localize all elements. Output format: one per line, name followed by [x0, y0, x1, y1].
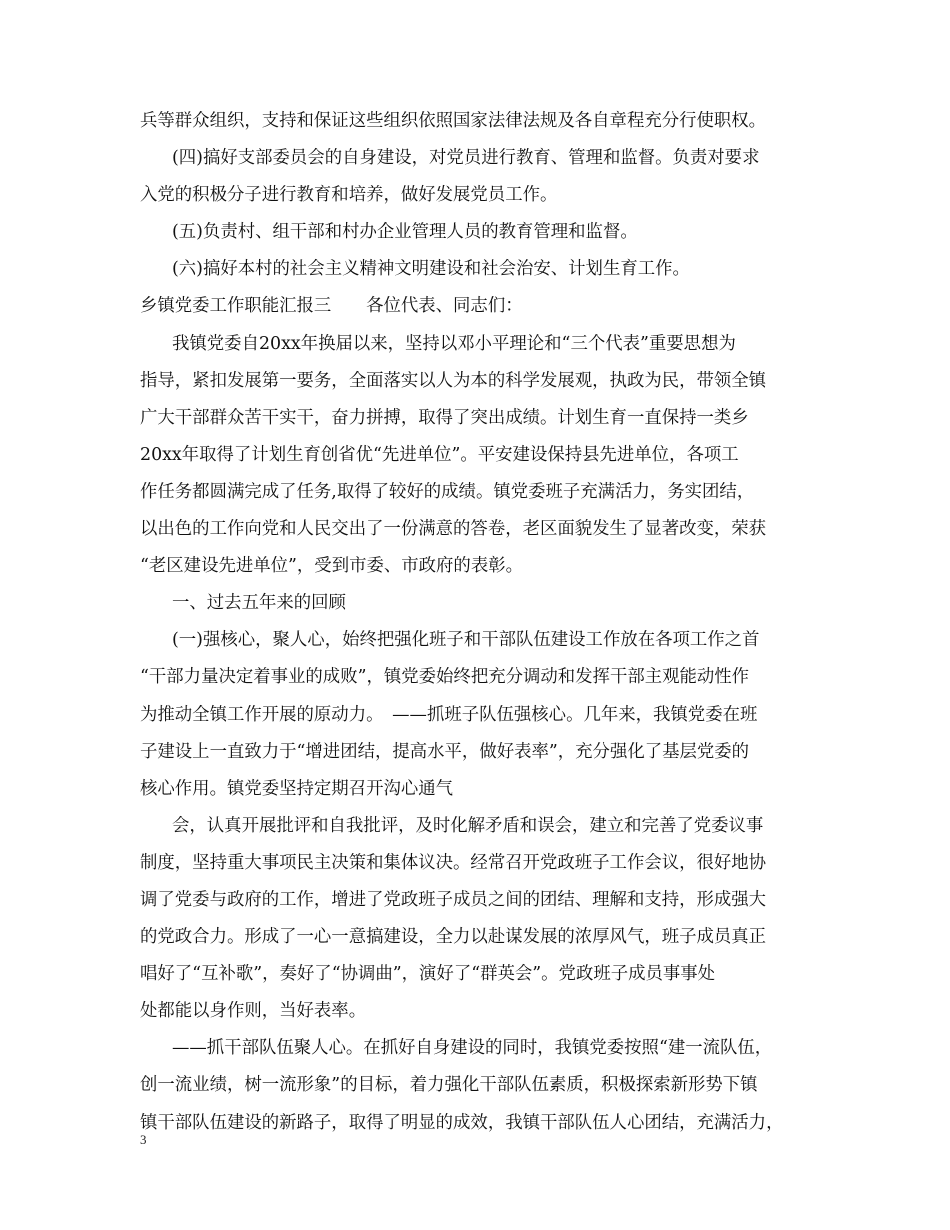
text-line: 以出色的工作向党和人民交出了一份满意的答卷，老区面貌发生了显著改变，荣获: [140, 519, 767, 540]
text-line: 的党政合力。形成了一心一意搞建设，全力以赴谋发展的浓厚风气，班子成员真正: [140, 927, 767, 948]
text-line: “干部力量决定着事业的成败”，镇党委始终把充分调动和发挥干部主观能动性作: [140, 667, 750, 688]
text-line: 兵等群众组织，支持和保证这些组织依照国家法律法规及各自章程充分行使职权。: [140, 111, 767, 131]
text-line: 乡镇党委工作职能汇报三 各位代表、同志们：: [140, 296, 523, 317]
text-line: 子建设上一直致力于“增进团结，提高水平，做好表率”，充分强化了基层党委的: [140, 741, 750, 762]
text-line: (六)搞好本村的社会主义精神文明建设和社会治安、计划生育工作。: [172, 259, 690, 280]
page-number: 3: [140, 1132, 147, 1147]
text-line: (五)负责村、组干部和村办企业管理人员的教育管理和监督。: [172, 222, 638, 243]
text-line: (四)搞好支部委员会的自身建设，对党员进行教育、管理和监督。负责对要求: [172, 148, 760, 169]
text-line: 调了党委与政府的工作，增进了党政班子成员之间的团结、理解和支持，形成强大: [140, 889, 767, 910]
text-line: “老区建设先进单位”，受到市委、市政府的表彰。: [140, 556, 523, 577]
text-line: 一、过去五年来的回顾: [172, 593, 346, 614]
text-line: 指导，紧扣发展第一要务，全面落实以人为本的科学发展观，执政为民，带领全镇: [140, 370, 767, 391]
text-line: 作任务都圆满完成了任务,取得了较好的成绩。镇党委班子充满活力，务实团结，: [140, 481, 755, 502]
text-line: 创一流业绩，树一流形象”的目标，着力强化干部队伍素质，积极探索新形势下镇: [140, 1075, 758, 1096]
text-line: (一)强核心，聚人心，始终把强化班子和干部队伍建设工作放在各项工作之首: [172, 630, 760, 651]
text-line: ——抓干部队伍聚人心。在抓好自身建设的同时，我镇党委按照“建一流队伍，: [172, 1038, 773, 1059]
text-line: 制度，坚持重大事项民主决策和集体议决。经常召开党政班子工作会议，很好地协: [140, 852, 767, 873]
text-line: 广大干部群众苦干实干，奋力拼搏，取得了突出成绩。计划生育一直保持一类乡: [140, 407, 749, 428]
text-line: 会，认真开展批评和自我批评，及时化解矛盾和误会，建立和完善了党委议事: [172, 815, 764, 836]
text-line: 核心作用。镇党委坚持定期召开沟心通气: [140, 778, 454, 799]
text-line: 处都能以身作则，当好表率。: [140, 1001, 367, 1022]
text-line: 入党的积极分子进行教育和培养，做好发展党员工作。: [140, 185, 558, 206]
text-line: 20xx年取得了计划生育创省优“先进单位”。平安建设保持县先进单位，各项工: [140, 444, 739, 465]
text-line: 我镇党委自20xx年换届以来，坚持以邓小平理论和“三个代表”重要思想为: [172, 333, 736, 354]
document-body: [140, 106, 812, 1145]
text-line: 唱好了“互补歌”，奏好了“协调曲”，演好了“群英会”。党政班子成员事事处: [140, 964, 716, 985]
text-line: 为推动全镇工作开展的原动力。 ——抓班子队伍强核心。几年来，我镇党委在班: [140, 704, 758, 725]
text-line: 镇干部队伍建设的新路子，取得了明显的成效，我镇干部队伍人心团结，充满活力，: [140, 1112, 784, 1133]
